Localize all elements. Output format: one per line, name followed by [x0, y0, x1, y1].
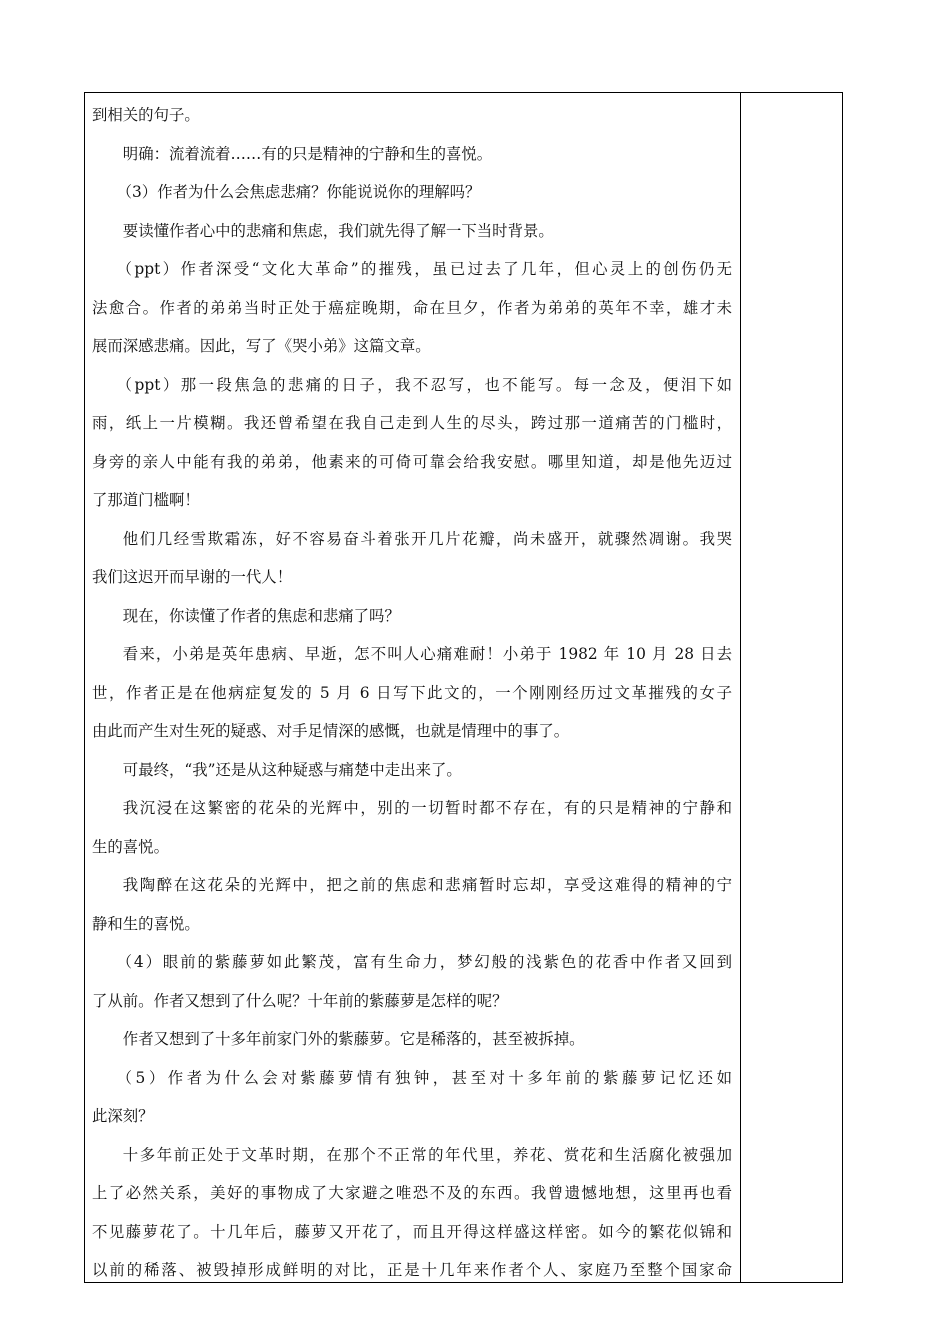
text-line: 静和生的喜悦。	[92, 914, 200, 933]
text-line: 上了必然关系，美好的事物成了大家避之唯恐不及的东西。我曾遗憾地想，这里再也看	[92, 1184, 732, 1202]
text-line: 他们几经雪欺霜冻，好不容易奋斗着张开几片花瓣，尚未盛开，就骤然凋谢。我哭	[122, 529, 732, 548]
text-line: 明确：流着流着……有的只是精神的宁静和生的喜悦。	[122, 144, 493, 163]
text-line: 由此而产生对生死的疑惑、对手足情深的感慨，也就是情理中的事了。	[92, 722, 570, 740]
notes-column-frame	[740, 92, 843, 1283]
text-line: 展而深感悲痛。因此，写了《哭小弟》这篇文章。	[92, 337, 431, 355]
text-line: 生的喜悦。	[92, 837, 169, 856]
text-line: （4）眼前的紫藤萝如此繁茂，富有生命力，梦幻般的浅紫色的花香中作者又回到	[116, 953, 732, 971]
text-line: 世，作者正是在他病症复发的 5 月 6 日写下此文的，一个刚刚经历过文革摧残的女子	[92, 683, 732, 702]
lesson-text	[92, 96, 732, 1290]
text-line: （ppt）作者深受“文化大革命”的摧残，虽已过去了几年，但心灵上的创伤仍无	[116, 260, 732, 278]
text-line: 作者又想到了十多年前家门外的紫藤萝。它是稀落的，甚至被拆掉。	[122, 1030, 585, 1048]
text-line: 法愈合。作者的弟弟当时正处于癌症晚期，命在旦夕，作者为弟弟的英年不幸，雄才未	[92, 298, 732, 317]
text-line: 看来，小弟是英年患病、早逝，怎不叫人心痛难耐！小弟于 1982 年 10 月 28 日去	[122, 645, 732, 663]
text-line: 我沉浸在这繁密的花朵的光辉中，别的一切暂时都不存在，有的只是精神的宁静和	[122, 799, 732, 817]
text-line: 十多年前正处于文革时期，在那个不正常的年代里，养花、赏花和生活腐化被强加	[122, 1145, 732, 1164]
text-line: 以前的稀落、被毁掉形成鲜明的对比，正是十几年来作者个人、家庭乃至整个国家命	[92, 1261, 732, 1279]
text-line: 我陶醉在这花朵的光辉中，把之前的焦虑和悲痛暂时忘却，享受这难得的精神的宁	[122, 876, 732, 894]
text-line: 不见藤萝花了。十几年后，藤萝又开花了，而且开得这样盛这样密。如今的繁花似锦和	[92, 1222, 732, 1241]
text-line: （3）作者为什么会焦虑悲痛？你能说说你的理解吗？	[116, 183, 481, 201]
text-line: 了那道门槛啊！	[92, 491, 200, 509]
text-line: （ppt）那一段焦急的悲痛的日子，我不忍写，也不能写。每一念及，便泪下如	[116, 375, 732, 394]
text-line: 身旁的亲人中能有我的弟弟，他素来的可倚可靠会给我安慰。哪里知道，却是他先迈过	[92, 452, 732, 471]
text-line: 我们这迟开而早谢的一代人！	[92, 568, 293, 586]
text-line: 要读懂作者心中的悲痛和焦虑，我们就先得了解一下当时背景。	[122, 221, 554, 240]
text-line: 雨，纸上一片模糊。我还曾希望在我自己走到人生的尽头，跨过那一道痛苦的门槛时，	[92, 414, 732, 432]
text-line: 此深刻？	[92, 1107, 154, 1125]
text-line: 了从前。作者又想到了什么呢？十年前的紫藤萝是怎样的呢？	[92, 991, 508, 1010]
text-line: 现在，你读懂了作者的焦虑和悲痛了吗？	[122, 606, 400, 625]
text-line: 到相关的句子。	[92, 106, 200, 124]
text-line: （5）作者为什么会对紫藤萝情有独钟，甚至对十多年前的紫藤萝记忆还如	[116, 1068, 732, 1087]
text-line: 可最终，“我”还是从这种疑惑与痛楚中走出来了。	[122, 760, 462, 779]
